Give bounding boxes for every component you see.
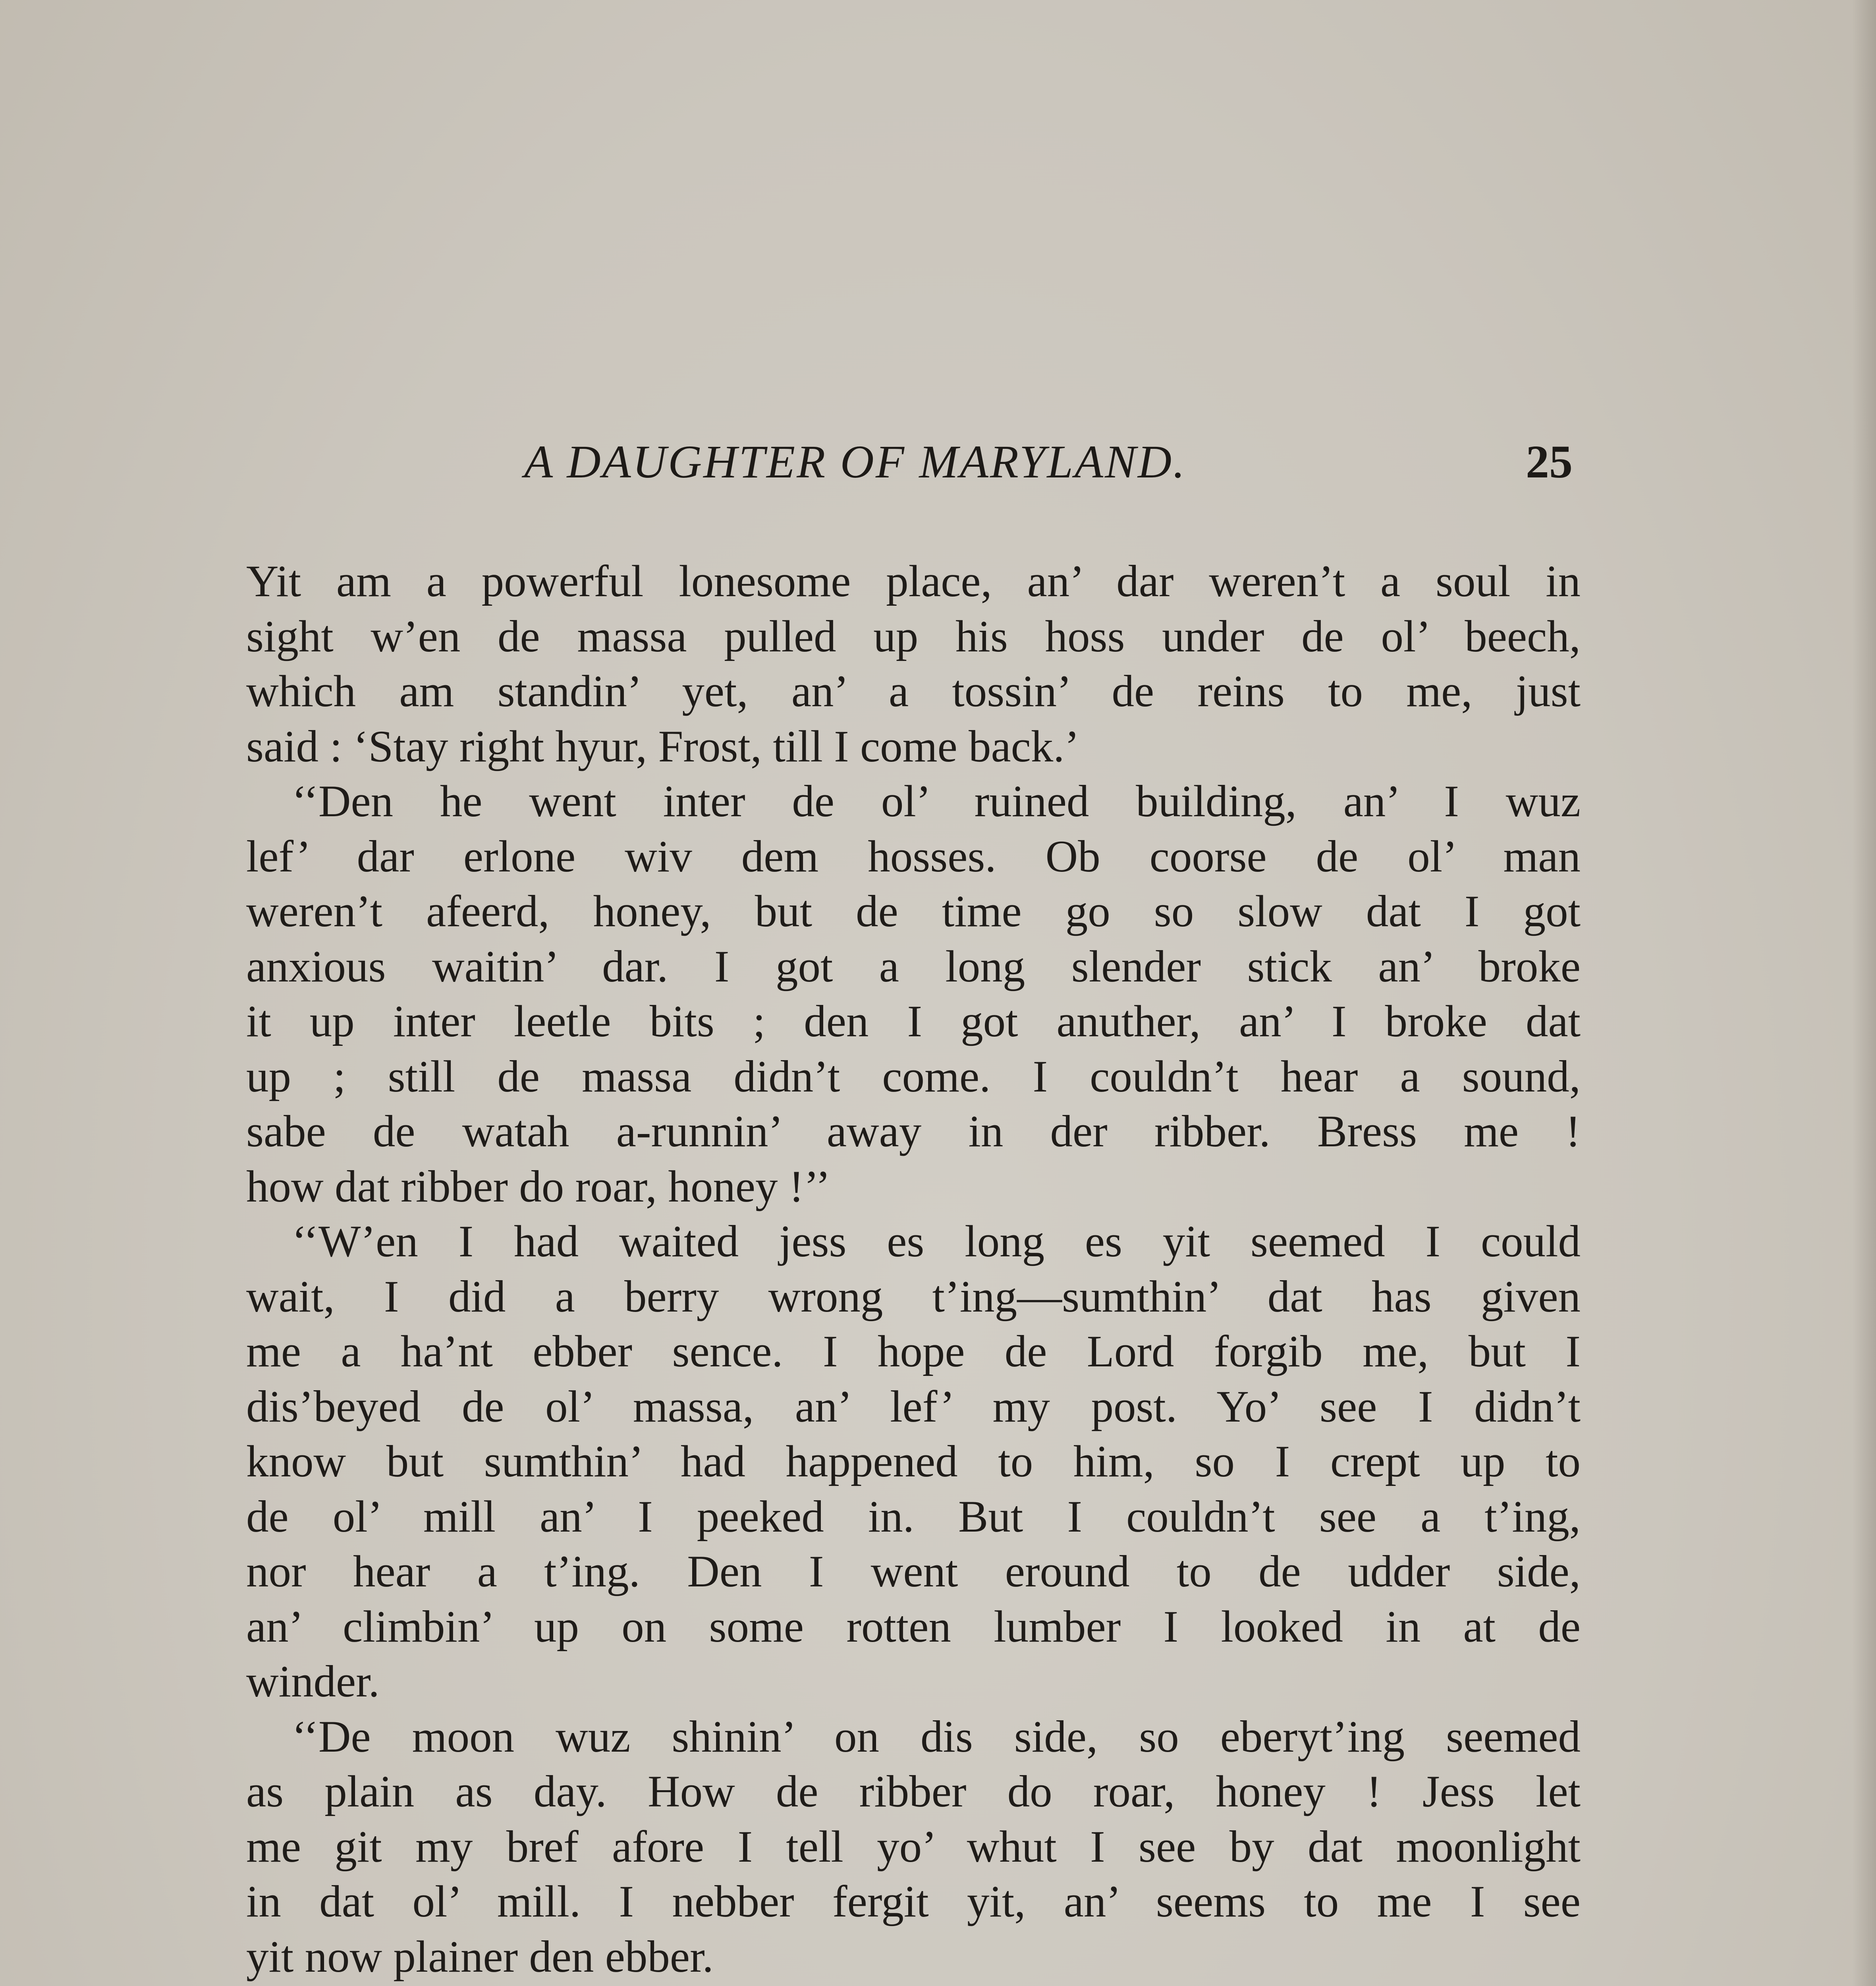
text-line: know but sumthin’ had happened to him, so I crept up to bbox=[246, 1437, 1581, 1486]
text-line: it up inter leetle bits ; den I got anuther, an’ I broke dat bbox=[246, 997, 1581, 1046]
text-line: how dat ribber do roar, honey !’’ bbox=[246, 1161, 831, 1211]
text-line: as plain as day. How de ribber do roar, honey ! Jess let bbox=[246, 1767, 1581, 1816]
text-line: yit now plainer den ebber. bbox=[246, 1932, 714, 1982]
text-line: ‘‘Den he went inter de ol’ ruined building, an’ I wuz bbox=[292, 777, 1581, 826]
text-line: nor hear a t’ing. Den I went eround to de udder side, bbox=[246, 1547, 1581, 1596]
text-line: which am standin’ yet, an’ a tossin’ de reins to me, just bbox=[246, 667, 1581, 716]
page-number: 25 bbox=[1526, 436, 1573, 488]
text-line: ‘‘De moon wuz shinin’ on dis side, so eberyt’ing seemed bbox=[292, 1712, 1581, 1762]
text-line: up ; still de massa didn’t come. I couldn’t hear a sound, bbox=[246, 1051, 1581, 1101]
text-line: me a ha’nt ebber sence. I hope de Lord forgib me, but I bbox=[246, 1327, 1581, 1376]
text-line: in dat ol’ mill. I nebber fergit yit, an’ seems to me I see bbox=[246, 1877, 1581, 1926]
text-line: sabe de watah a-runnin’ away in der ribber. Bress me ! bbox=[246, 1107, 1581, 1156]
text-line: Yit am a powerful lonesome place, an’ dar weren’t a soul in bbox=[246, 556, 1581, 606]
text-line: dis’beyed de ol’ massa, an’ lef’ my post. Yo’ see I didn’t bbox=[246, 1381, 1581, 1432]
text-line: said : ‘Stay right hyur, Frost, till I come back.’ bbox=[246, 721, 1080, 771]
text-line: lef’ dar erlone wiv dem hosses. Ob coorse de ol’ man bbox=[246, 831, 1581, 881]
page-edge-shadow bbox=[1852, 0, 1876, 1986]
text-line: sight w’en de massa pulled up his hoss under de ol’ beech, bbox=[246, 611, 1581, 661]
text-line: de ol’ mill an’ I peeked in. But I couldn’t see a t’ing, bbox=[246, 1491, 1581, 1542]
text-line: an’ climbin’ up on some rotten lumber I looked in at de bbox=[246, 1602, 1581, 1652]
running-head: A DAUGHTER OF MARYLAND. bbox=[524, 436, 1187, 488]
text-line: me git my bref afore I tell yo’ whut I see by dat moonlight bbox=[246, 1822, 1581, 1872]
body-text bbox=[246, 554, 1581, 1986]
text-line: weren’t afeerd, honey, but de time go so slow dat I got bbox=[246, 887, 1581, 936]
text-line: wait, I did a berry wrong t’ing—sumthin’ dat has given bbox=[246, 1271, 1581, 1321]
text-line bbox=[246, 1984, 1581, 1986]
text-line: ‘‘W’en I had waited jess es long es yit seemed I could bbox=[292, 1217, 1581, 1266]
page-header bbox=[246, 435, 1588, 491]
text-line: anxious waitin’ dar. I got a long slender stick an’ broke bbox=[246, 941, 1581, 991]
text-line: winder. bbox=[246, 1657, 380, 1706]
